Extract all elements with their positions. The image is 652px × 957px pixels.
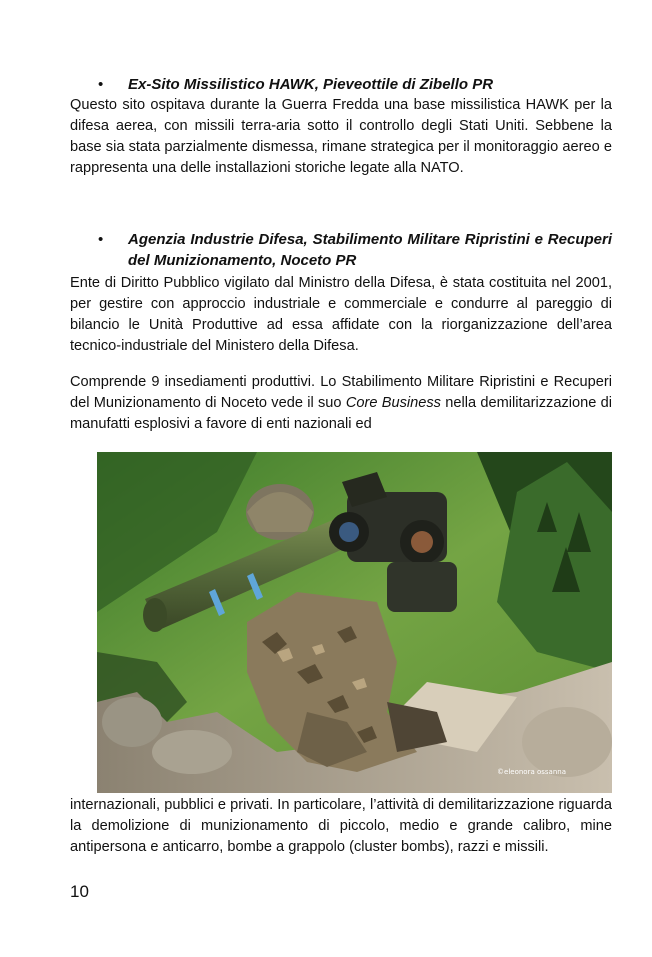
bullet: • [98,76,104,93]
section-2-body-2 [70,372,612,435]
section-1-title: Ex-Sito Missilistico HAWK, Pieveottile di Zibello PR [128,76,494,93]
section-2-title: Agenzia Industrie Difesa, Stabilimento Militare Ripristini e Recuperi del Munizionamento, Noceto PR [128,231,612,269]
body-2-start: Comprende 9 insediamenti produttivi. Lo Stabilimento Militare Ripristini e Recuperi del Munizionamento di Noceto vede il suo [70,374,612,411]
section-2-heading [70,229,612,271]
core-business-emphasis: Core Business [345,395,441,411]
bullet: • [98,231,104,248]
section-1-body: Questo sito ospitava durante la Guerra Fredda una base missilistica HAWK per la difesa aerea, con missili terra-aria sotto il controllo degli Stati Uniti. Sebbene la base sia stata parzialmente dismessa, rimane strategica per il monitoraggio aereo e rappresenta una delle installazioni storiche legate alla NATO. [70,97,612,176]
page-number: 10 [70,882,89,901]
section-2-body-1: Ente di Diritto Pubblico vigilato dal Ministro della Difesa, è stata costituita nel 2001, per gestire con approccio industriale e commerciale e condurre al pareggio di bilancio le Unità Produttive ad essa affidate con la riorganizzazione dell’area tecnico-industriale del Ministero della Difesa. [70,275,612,354]
body-2-end: nella demilitarizzazione di manufatti esplosivi a favore di enti nazionali ed [70,395,613,432]
section-2-body-3: internazionali, pubblici e privati. In particolare, l’attività di demilitarizzazione riguarda la demolizione di munizionamento di piccolo, medio e grande calibro, mine antipersona e anticarro, bombe a grappolo (cluster bombs), razzi e missili. [70,797,612,855]
section-1-heading [70,74,612,95]
soldier-with-missile-launcher-illustration [97,452,612,793]
soldier-photo [97,452,612,793]
photo-credit: ©eleonora ossanna [497,768,566,776]
